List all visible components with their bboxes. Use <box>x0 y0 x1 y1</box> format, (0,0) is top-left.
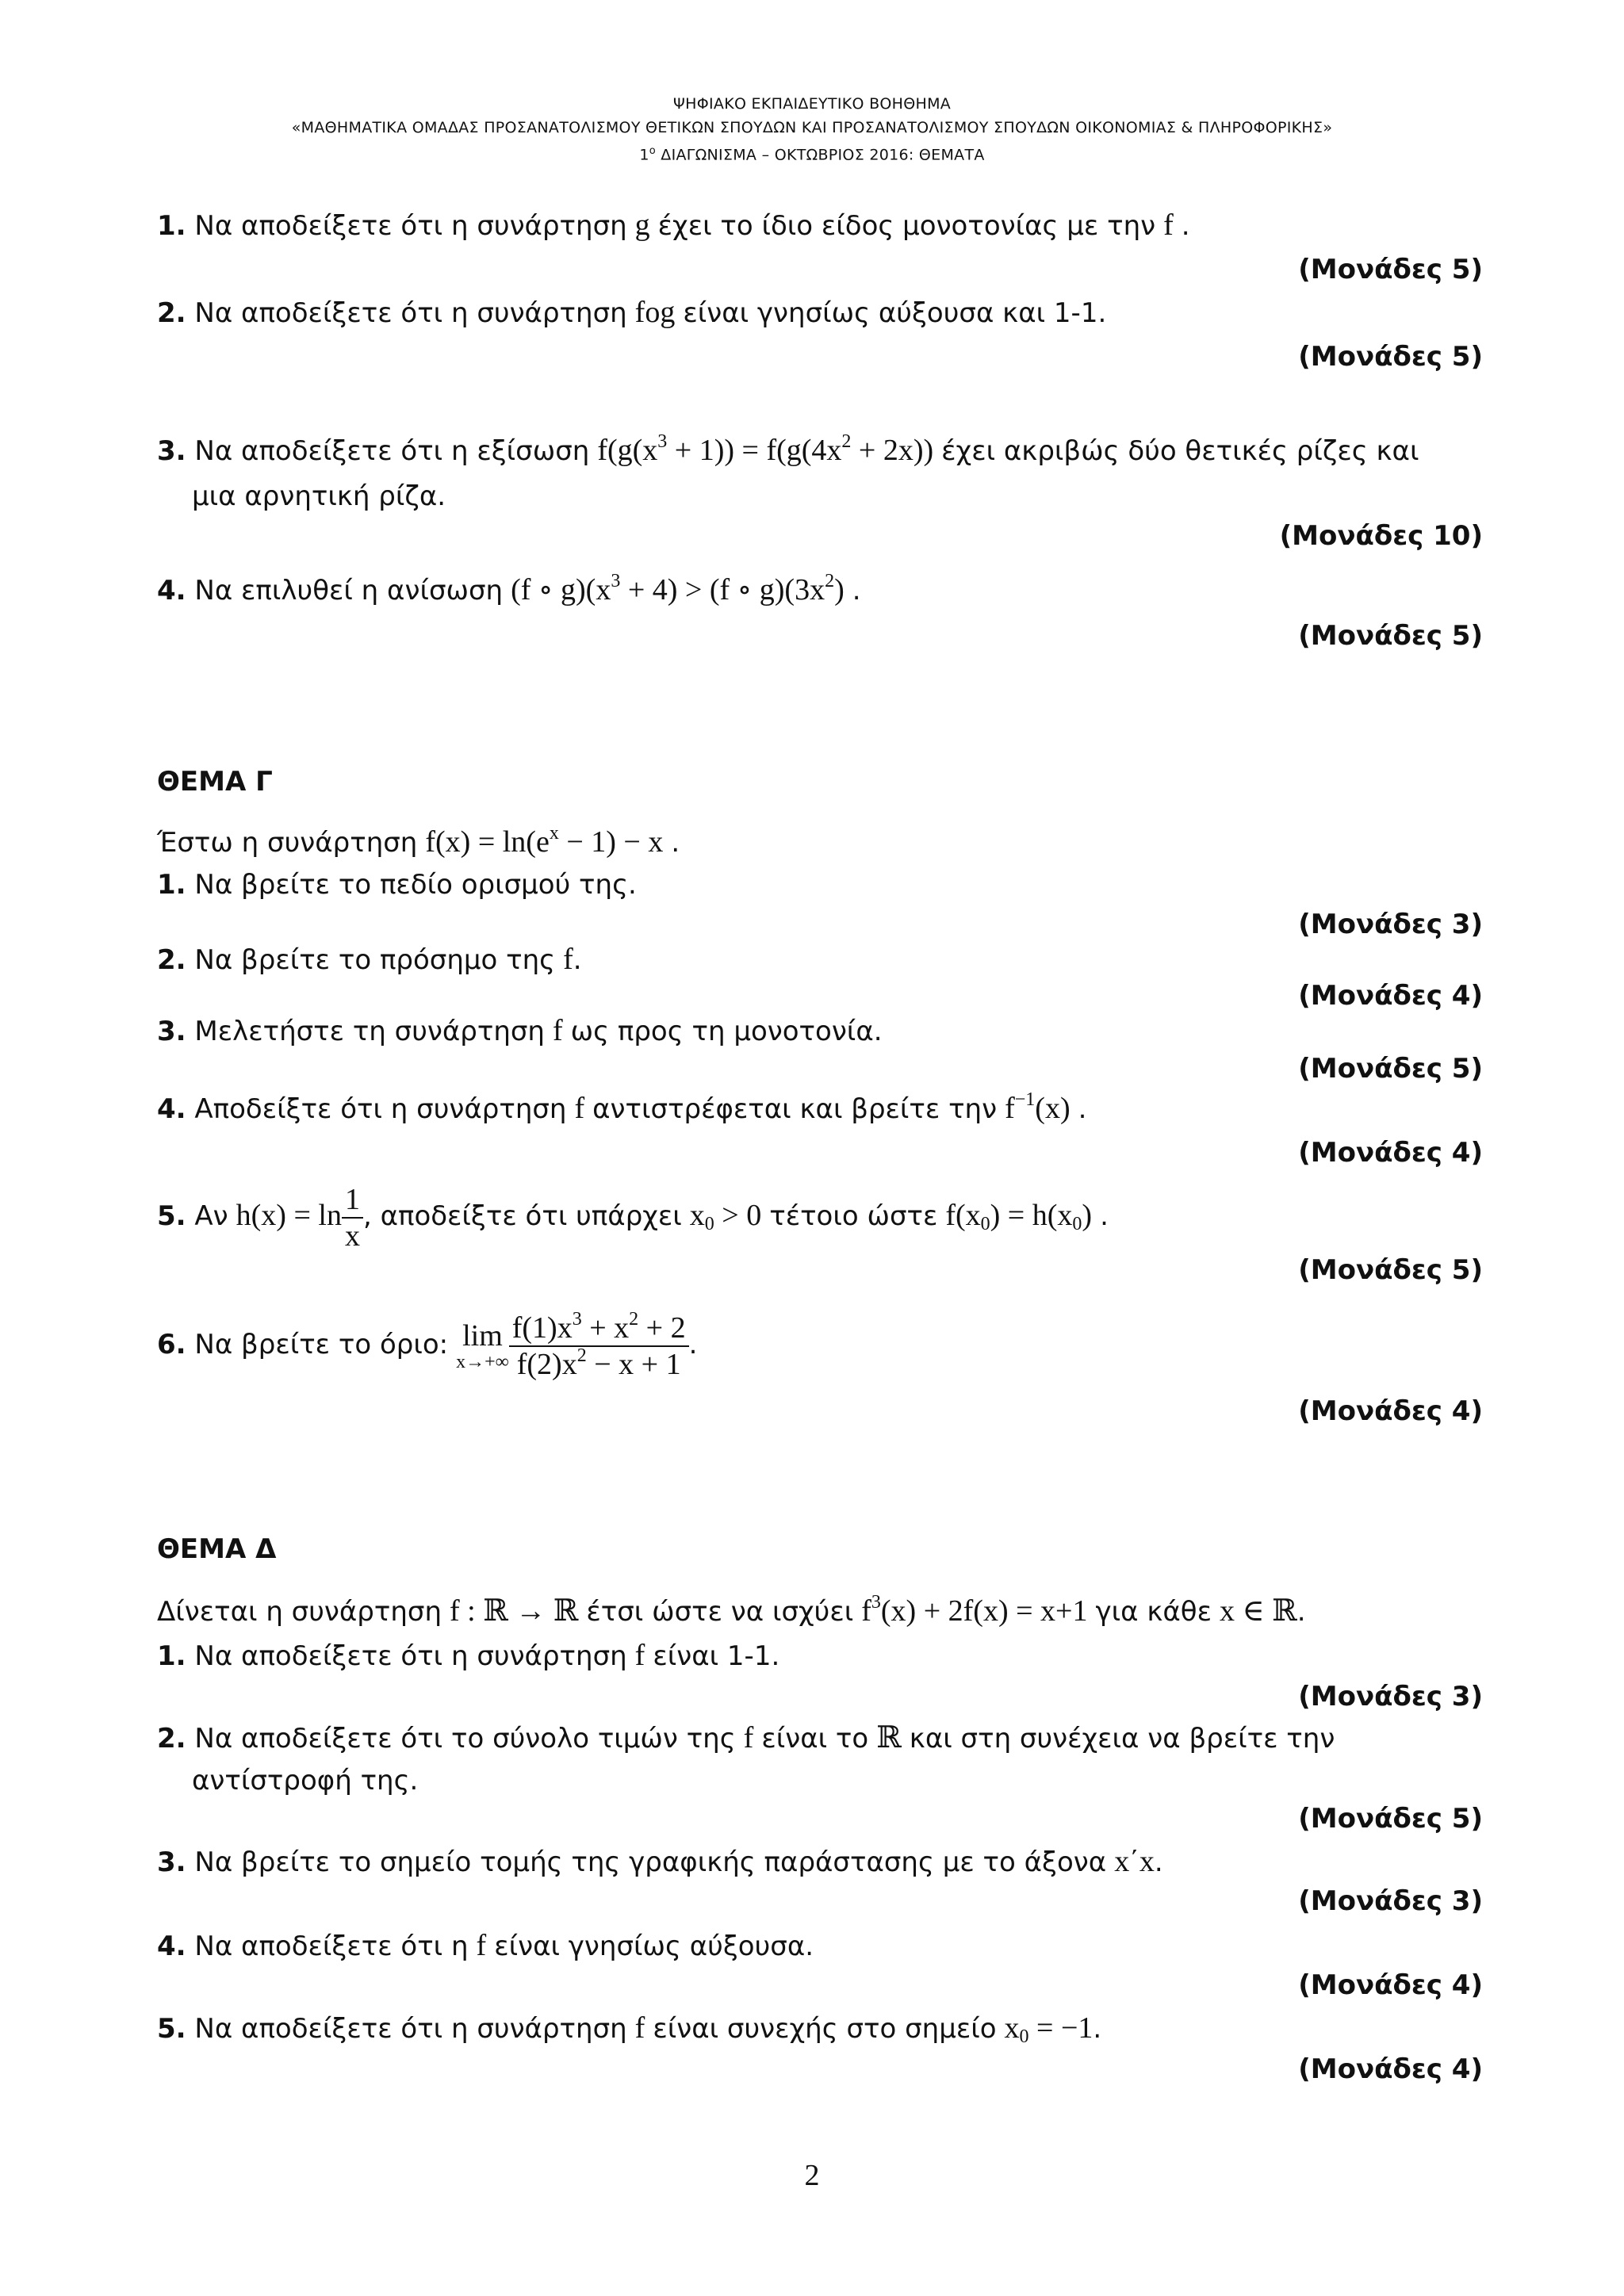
fraction-1-over-x: $\frac{1}{x}$ <box>342 1182 363 1253</box>
section-title-d: ΘΕΜΑ Δ <box>157 1533 277 1565</box>
question-c4: 4. Αποδείξτε ότι η συνάρτηση f αντιστρέφεται και βρείτε την $f^{-1}(x)$ . <box>157 1089 1087 1125</box>
question-d1: 1. Να αποδείξετε ότι η συνάρτηση f είναι 1-1. <box>157 1639 780 1672</box>
question-d4: 4. Να αποδείξετε ότι η f είναι γνησίως αύξουσα. <box>157 1929 814 1962</box>
question-c6: 6. Να βρείτε το όριο: lim x→+∞ $\frac{f(1)x^3 + x^2 + 2}{f(2)x^2 - x + 1}$ . <box>157 1309 698 1382</box>
function-def-c: $f(x) = \ln(e^x - 1) - x$ <box>425 823 664 859</box>
points-c4: (Μονάδες 4) <box>1298 1137 1483 1169</box>
section-title-c: ΘΕΜΑ Γ <box>157 766 273 798</box>
question-c2: 2. Να βρείτε το πρόσημο της f. <box>157 943 582 976</box>
points-c2: (Μονάδες 4) <box>1298 980 1483 1012</box>
points-b1: (Μονάδες 5) <box>1298 254 1483 285</box>
question-b1: 1. Να αποδείξετε ότι η συνάρτηση g έχει το ίδιο είδος μονοτονίας με την f . <box>157 209 1190 242</box>
question-b3-cont: μια αρνητική ρίζα. <box>192 480 446 512</box>
points-d2: (Μονάδες 5) <box>1298 1803 1483 1835</box>
question-d2-cont: αντίστροφή της. <box>192 1765 419 1797</box>
question-b2: 2. Να αποδείξετε ότι η συνάρτηση fog είναι γνησίως αύξουσα και 1-1. <box>157 296 1107 329</box>
points-d3: (Μονάδες 3) <box>1298 1885 1483 1917</box>
question-b3: 3. Να αποδείξετε ότι η εξίσωση $f(g(x^3 + 1)) = f(g(4x^2 + 2x))$ έχει ακριβώς δύο θετικές ρίζες και <box>157 431 1419 467</box>
points-c5: (Μονάδες 5) <box>1298 1254 1483 1286</box>
inequality-b4: (f ∘ $g)(x^3 + 4) > (f$ ∘ $g)(3x^2)$ <box>511 571 845 607</box>
question-b4: 4. Να επιλυθεί η ανίσωση (f ∘ $g)(x^3 + 4) > (f$ ∘ $g)(3x^2)$ . <box>157 571 861 607</box>
header-line-2: «ΜΑΘΗΜΑΤΙΚΑ ΟΜΑΔΑΣ ΠΡΟΣΑΝΑΤΟΛΙΣΜΟΥ ΘΕΤΙΚΩΝ ΣΠΟΥΔΩΝ ΚΑΙ ΠΡΟΣΑΝΑΤΟΛΙΣΜΟΥ ΣΠΟΥΔΩΝ ΟΙΚΟΝΟΜΙΑΣ & ΠΛΗΡΟΦΟΡΙΚΗΣ» <box>291 119 1333 136</box>
points-d1: (Μονάδες 3) <box>1298 1681 1483 1712</box>
points-c3: (Μονάδες 5) <box>1298 1053 1483 1085</box>
function-h: h(x) = ln $\frac{1}{x}$ <box>236 1199 363 1232</box>
limit-fraction: $\frac{f(1)x^3 + x^2 + 2}{f(2)x^2 - x + 1}$ <box>509 1311 689 1382</box>
points-b2: (Μονάδες 5) <box>1298 341 1483 373</box>
question-d2: 2. Να αποδείξετε ότι το σύνολο τιμών της f είναι το ℝ και στη συνέχεια να βρείτε την <box>157 1721 1335 1755</box>
inverse-function: $f^{-1}(x)$ <box>1005 1089 1071 1125</box>
question-c3: 3. Μελετήστε τη συνάρτηση f ως προς τη μονοτονία. <box>157 1014 883 1047</box>
points-c6: (Μονάδες 4) <box>1298 1395 1483 1427</box>
limit-expression <box>456 1309 689 1382</box>
points-c1: (Μονάδες 3) <box>1298 909 1483 940</box>
question-d5: 5. Να αποδείξετε ότι η συνάρτηση f είναι συνεχής στο σημείο $x_0 = -1$. <box>157 2011 1102 2047</box>
equation-c5: $f(x_0) = h(x_0)$ <box>945 1199 1093 1234</box>
header-line-1: ΨΗΦΙΑΚΟ ΕΚΠΑΙΔΕΥΤΙΚΟ ΒΟΗΘΗΜΑ <box>672 95 952 113</box>
page-number: 2 <box>804 2159 820 2192</box>
points-b4: (Μονάδες 5) <box>1298 620 1483 652</box>
points-d5: (Μονάδες 4) <box>1298 2053 1483 2085</box>
equation-b3: $f(g(x^3 + 1)) = f(g(4x^2 + 2x))$ <box>597 431 934 467</box>
question-d3: 3. Να βρείτε το σημείο τομής της γραφικής παράστασης με το άξονα x΄x. <box>157 1845 1163 1878</box>
points-d4: (Μονάδες 4) <box>1298 1969 1483 2001</box>
question-c1: 1. Να βρείτε το πεδίο ορισμού της. <box>157 869 637 901</box>
intro-d: Δίνεται η συνάρτηση f : ℝ → ℝ έτσι ώστε να ισχύει $f^3(x) + 2f(x) = x+1$ για κάθε x ∈ ℝ. <box>157 1592 1306 1628</box>
intro-c: Έστω η συνάρτηση $f(x) = \ln(e^x - 1) - x$ . <box>157 823 680 859</box>
functional-equation: $f^3(x) + 2f(x) = x+1$ <box>861 1592 1088 1628</box>
limit-operator: lim x→+∞ <box>456 1319 509 1373</box>
points-b3: (Μονάδες 10) <box>1279 520 1483 552</box>
document-header <box>0 92 1624 166</box>
question-c5: 5. Αν h(x) = ln $\frac{1}{x}$ , αποδείξτε ότι υπάρχει $x_0 > 0$ τέτοιο ώστε $f(x_0) = h(x_0)$ . <box>157 1183 1109 1253</box>
header-line-3: $1^o$ ΔΙΑΓΩΝΙΣΜΑ – ΟΚΤΩΒΡΙΟΣ 2016: ΘΕΜΑΤΑ <box>639 145 985 164</box>
